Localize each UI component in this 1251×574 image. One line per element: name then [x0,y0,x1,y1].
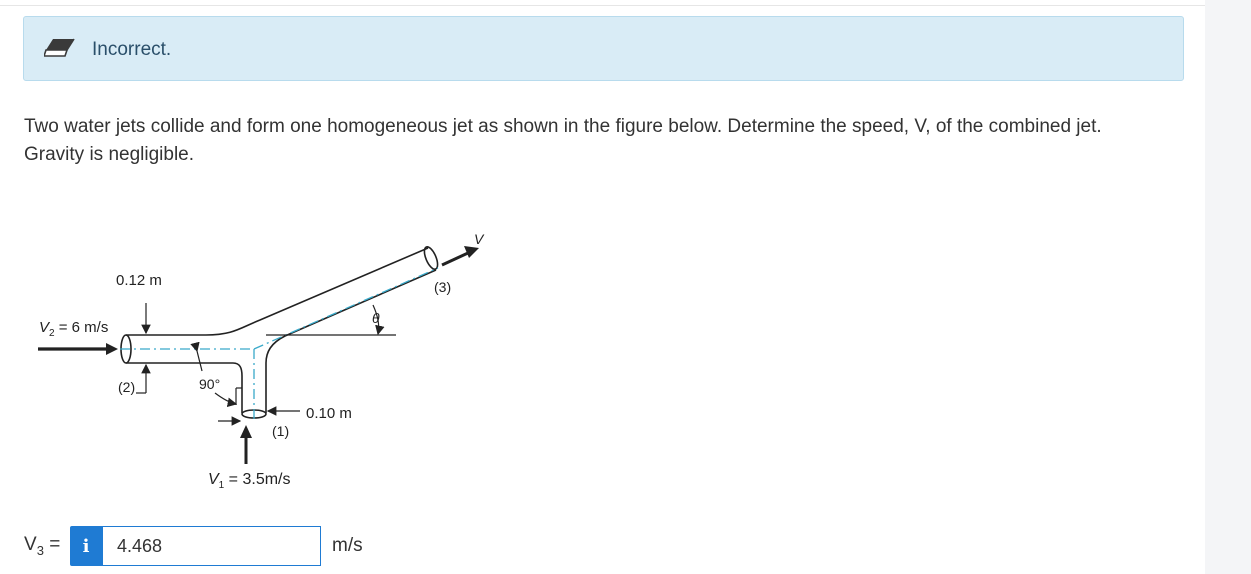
label-diameter-2: 0.12 m [116,272,162,289]
dimension-marks [136,303,300,421]
label-diameter-1: 0.10 m [306,405,352,422]
answer-label: $V_3$ = [24,534,61,558]
pipe-outline [121,245,440,418]
label-v1: $V_1 = 3.5m/s$ [208,471,291,491]
info-icon: i [82,535,90,557]
label-section-2: (2) [118,379,136,395]
label-v2: $V_2 = 6$ m/s [39,319,109,339]
eraser-icon [44,37,76,59]
label-angle-90: 90° [199,376,221,392]
label-section-1: (1) [272,423,290,439]
feedback-banner [23,16,1184,81]
label-section-3: (3) [434,279,452,295]
flow-arrows [38,246,479,464]
label-theta: θ [372,310,380,326]
jet-collision-figure [28,228,528,498]
feedback-status-text: Incorrect. [92,39,172,60]
right-gutter [1205,0,1251,574]
answer-input[interactable] [102,526,321,566]
answer-unit: m/s [332,535,363,556]
info-button[interactable] [70,526,102,566]
question-text: Two water jets collide and form one homogeneous jet as shown in the figure below. Determine the speed, V, of the combined jet. Gravity is negligible. [24,116,1102,165]
top-divider [0,5,1205,6]
label-v: V [474,231,484,247]
